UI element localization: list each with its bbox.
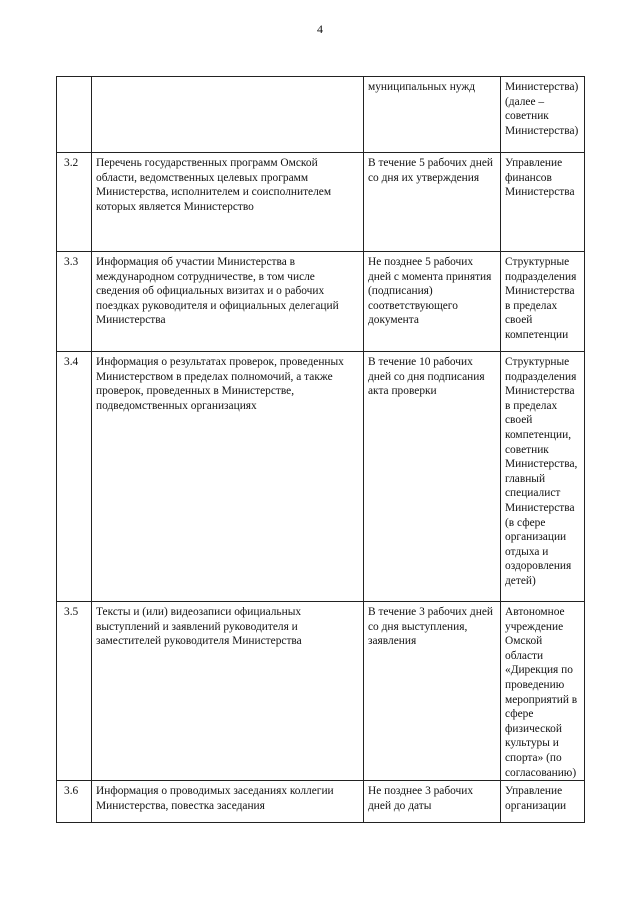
row-number-cell: 3.6 [57, 781, 92, 823]
info-cell: Информация об участии Министерства в международном сотрудничестве, в том числе сведения об официальных визитах и о рабочих поездках руководителя и официальных делегаций Министерства [92, 252, 364, 352]
info-cell [92, 77, 364, 153]
row-number-cell: 3.3 [57, 252, 92, 352]
row-number-cell [57, 77, 92, 153]
period-cell: В течение 5 рабочих дней со дня их утверждения [364, 153, 501, 252]
document-table [56, 76, 585, 823]
responsible-cell: Управление финансов Министерства [501, 153, 585, 252]
period-cell: В течение 10 рабочих дней со дня подписания акта проверки [364, 352, 501, 602]
period-cell: Не позднее 3 рабочих дней до даты [364, 781, 501, 823]
period-cell: Не позднее 5 рабочих дней с момента принятия (подписания) соответствующего документа [364, 252, 501, 352]
responsible-cell: Министерства) (далее – советник Министерства) [501, 77, 585, 153]
info-cell: Информация о результатах проверок, проведенных Министерством в пределах полномочий, а также проверок, проведенных в Министерстве, подведомственных организациях [92, 352, 364, 602]
table-row [57, 153, 585, 252]
table-row [57, 77, 585, 153]
responsible-cell: Управление организации [501, 781, 585, 823]
table-row [57, 352, 585, 602]
row-number-cell: 3.5 [57, 602, 92, 781]
row-number-cell: 3.2 [57, 153, 92, 252]
table-row [57, 602, 585, 781]
table-row [57, 252, 585, 352]
responsible-cell: Автономное учреждение Омской области «Дирекция по проведению мероприятий в сфере физической культуры и спорта» (по согласованию) [501, 602, 585, 781]
period-cell: В течение 3 рабочих дней со дня выступления, заявления [364, 602, 501, 781]
table-row [57, 781, 585, 823]
period-cell: муниципальных нужд [364, 77, 501, 153]
info-cell: Информация о проводимых заседаниях коллегии Министерства, повестка заседания [92, 781, 364, 823]
info-cell: Тексты и (или) видеозаписи официальных выступлений и заявлений руководителя и заместителей руководителя Министерства [92, 602, 364, 781]
row-number-cell: 3.4 [57, 352, 92, 602]
responsible-cell: Структурные подразделения Министерства в пределах своей компетенции [501, 252, 585, 352]
responsible-cell: Структурные подразделения Министерства в пределах своей компетенции, советник Министерства, главный специалист Министерства (в сфере организации отдыха и оздоровления детей) [501, 352, 585, 602]
page-number: 4 [317, 22, 323, 36]
info-cell: Перечень государственных программ Омской области, ведомственных целевых программ Министерства, исполнителем и соисполнителем которых является Министерство [92, 153, 364, 252]
